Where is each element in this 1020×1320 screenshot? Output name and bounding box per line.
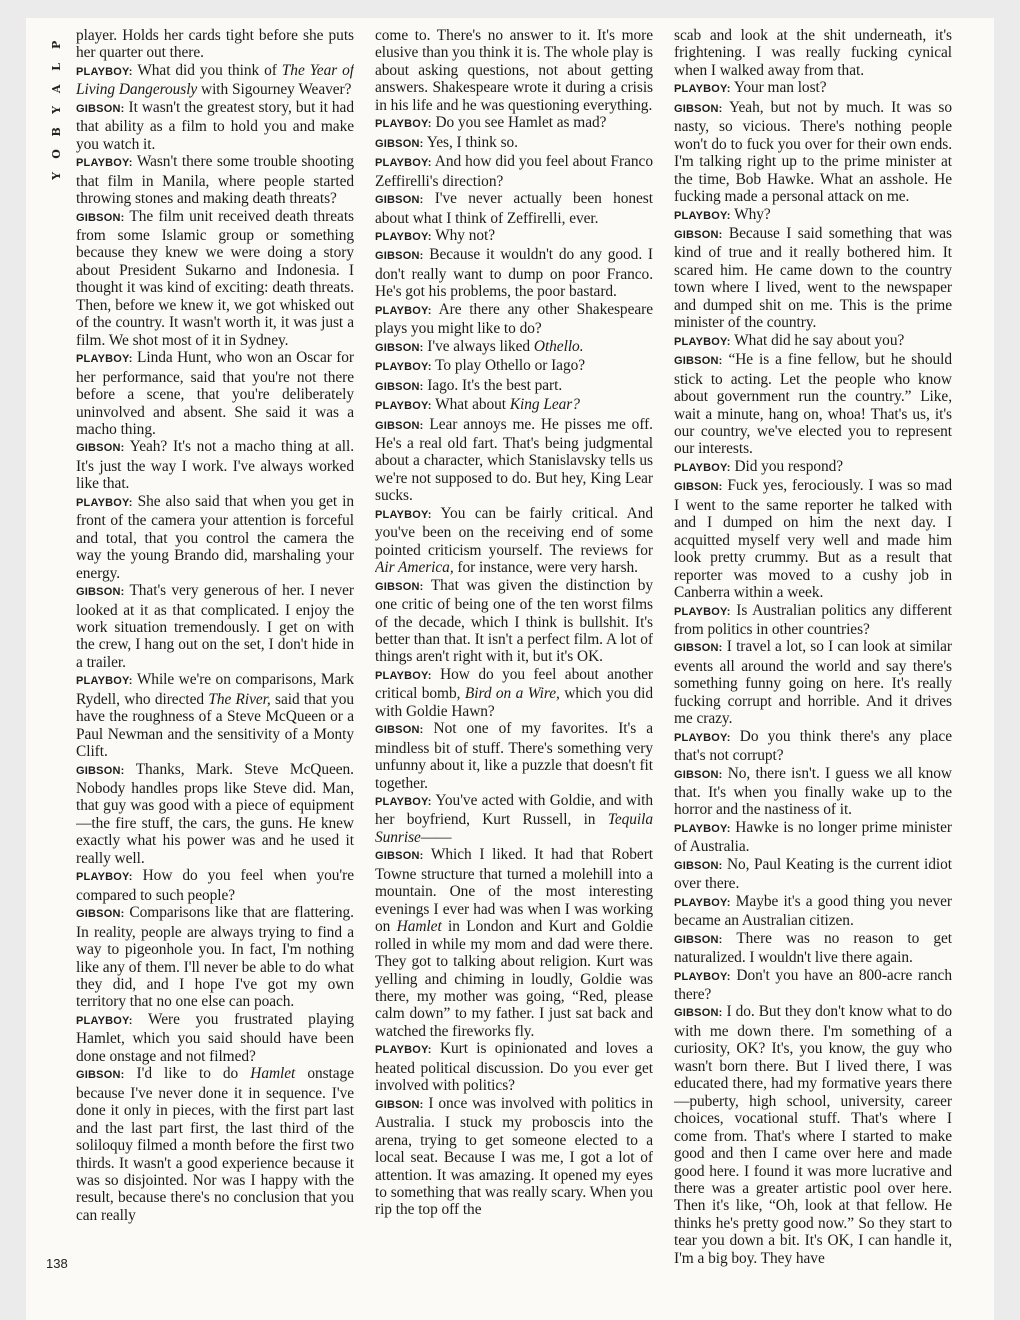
magazine-page bbox=[26, 18, 994, 1320]
speaker-label: PLAYBOY: bbox=[674, 970, 731, 983]
paragraph: PLAYBOY: How do you feel when you're compared to such people? bbox=[76, 867, 354, 904]
italic-title: Tequila Sunrise bbox=[375, 811, 653, 846]
text-column-3 bbox=[674, 27, 952, 1299]
paragraph: PLAYBOY: And how did you feel about Franco Zeffirelli's direction? bbox=[375, 153, 653, 190]
speaker-label: GIBSON: bbox=[375, 419, 424, 432]
italic-title: The Year of Living Dangerously bbox=[76, 61, 354, 99]
speaker-label: PLAYBOY: bbox=[76, 65, 133, 78]
speaker-label: GIBSON: bbox=[674, 642, 723, 655]
speaker-label: GIBSON: bbox=[76, 102, 125, 115]
paragraph: GIBSON: I've never actually been honest about what I think of Zeffirelli, ever. bbox=[375, 190, 653, 227]
paragraph: GIBSON: Thanks, Mark. Steve McQueen. Nobody handles props like Steve did. Man, that guy was good with a piece of equipment—the fire stuff, the cars, the guns. He knew exactly what his power was and he used it really well. bbox=[76, 760, 354, 867]
paragraph: PLAYBOY: How do you feel about another critical bomb, Bird on a Wire, which you did with Goldie Hawn? bbox=[375, 665, 653, 720]
paragraph: GIBSON: There was no reason to get naturalized. I wouldn't live there again. bbox=[674, 929, 952, 967]
paragraph: GIBSON: Yeah, but not by much. It was so nasty, so vicious. There's nothing people won't do to fuck you over for their own ends. I'm talking right up to the prime minister at the time, Bob Hawke. What an asshole. He fucking made a personal attack on me. bbox=[674, 98, 952, 206]
speaker-label: GIBSON: bbox=[76, 1069, 125, 1082]
paragraph: GIBSON: Comparisons like that are flattering. In reality, people are always trying to find a way to pigeonhole you. In fact, I'm nothing like any of them. I'll never be able to do what they did, and I hope I've got my own territory that no one else can poach. bbox=[76, 904, 354, 1011]
masthead-letter: Y bbox=[50, 106, 64, 115]
paragraph: GIBSON: Fuck yes, ferociously. I was so mad I went to the same reporter he talked with and I dumped on him the next day. I acquitted myself very well and made him look pretty crummy. But as a result that reporter was moved to a cushy job in Canberra within a week. bbox=[674, 477, 952, 602]
speaker-label: PLAYBOY: bbox=[375, 230, 432, 243]
italic-title: Hamlet bbox=[396, 918, 442, 936]
speaker-label: GIBSON: bbox=[375, 341, 424, 354]
paragraph: PLAYBOY: Do you see Hamlet as mad? bbox=[375, 114, 607, 132]
paragraph: PLAYBOY: To play Othello or Iago? bbox=[375, 357, 586, 375]
italic-title: The River, bbox=[208, 690, 271, 708]
paragraph: PLAYBOY: Your man lost? bbox=[674, 79, 827, 97]
paragraph: GIBSON: That was given the distinction by one critic of being one of the ten worst films of the decade, which I think is bullshit. It's better than that. It isn't a perfect film. A lot of things aren't right with it, but it's OK. bbox=[375, 576, 653, 666]
paragraph: GIBSON: “He is a fine fellow, but he should stick to acting. Let the people who know about government run the country.” Like, wait a minute, hang on, whoa! That's us, it's our country, we've elected you to represent our interests. bbox=[674, 351, 952, 458]
speaker-label: GIBSON: bbox=[674, 102, 723, 115]
speaker-label: GIBSON: bbox=[375, 380, 424, 393]
paragraph: PLAYBOY: Linda Hunt, who won an Oscar for her performance, said that you're not there before a scene, that you're deliberately uninvolved and absent. She said it was a macho thing. bbox=[76, 349, 354, 438]
paragraph: GIBSON: Because it wouldn't do any good. I don't really want to dump on poor Franco. He's got his problems, the poor bastard. bbox=[375, 246, 653, 301]
paragraph: PLAYBOY: Wasn't there some trouble shooting that film in Manila, where people started throwing stones and making death threats? bbox=[76, 153, 354, 208]
speaker-label: GIBSON: bbox=[76, 442, 125, 455]
italic-title: King Lear? bbox=[509, 396, 580, 414]
paragraph: player. Holds her cards tight before she puts her quarter out there. bbox=[76, 27, 354, 62]
paragraph: come to. There's no answer to it. It's more elusive than you think it is. The whole play is about asking questions, not about getting answers. Shakespeare wrote it during a crisis in his life and he was questioning everything. bbox=[375, 27, 653, 114]
speaker-label: PLAYBOY: bbox=[76, 871, 133, 884]
speaker-label: GIBSON: bbox=[674, 355, 723, 368]
speaker-label: PLAYBOY: bbox=[674, 209, 731, 222]
paragraph: GIBSON: I once was involved with politics in Australia. I stuck my proboscis into the arena, trying to get someone elected to a local seat. Because I was me, I got a lot of attention. It was amazing. It opened my eyes to something that was really scary. When you rip the top off the bbox=[375, 1094, 653, 1219]
speaker-label: GIBSON: bbox=[76, 764, 125, 777]
paragraph: GIBSON: The film unit received death threats from some Islamic group or something because they knew we were doing a story about President Sukarno and Indonesia. I thought it was kind of exciting: death threats. Then, before we knew it, we got whisked out of the country. It wasn't worth it, it was just a film. We shot most of it in Sydney. bbox=[76, 207, 354, 349]
speaker-label: GIBSON: bbox=[674, 859, 723, 872]
paragraph: PLAYBOY: She also said that when you get in front of the camera your attention is forceful and total, that you control the camera the way the young Brando did, marshaling your energy. bbox=[76, 492, 354, 582]
masthead bbox=[46, 34, 68, 187]
paragraph: GIBSON: Lear annoys me. He pisses me off. He's a real old fart. That's being judgmental about a character, which Stanislavsky tells us we're not supposed to do. But hey, King Lear sucks. bbox=[375, 415, 653, 505]
italic-title: Air America, bbox=[375, 559, 454, 577]
speaker-label: PLAYBOY: bbox=[674, 822, 731, 835]
speaker-label: PLAYBOY: bbox=[674, 335, 731, 348]
paragraph: GIBSON: Iago. It's the best part. bbox=[375, 376, 563, 394]
paragraph: GIBSON: Yeah? It's not a macho thing at all. It's just the way I work. I've always worked like that. bbox=[76, 438, 354, 493]
speaker-label: PLAYBOY: bbox=[674, 896, 731, 909]
paragraph: PLAYBOY: You can be fairly critical. And you've been on the receiving end of some pointed criticism yourself. The reviews for Air America, for instance, were very harsh. bbox=[375, 504, 653, 577]
paragraph: GIBSON: Because I said something that was kind of true and it really bothered him. It scared him. He came down to the country town where I lived, went to the newspaper and dumped shit on me. This is the prime minister of the country. bbox=[674, 224, 952, 332]
paragraph: PLAYBOY: Is Australian politics any different from politics in other countries? bbox=[674, 601, 952, 638]
masthead-letter: O bbox=[50, 149, 64, 159]
speaker-label: GIBSON: bbox=[674, 481, 723, 494]
speaker-label: GIBSON: bbox=[375, 580, 424, 593]
speaker-label: PLAYBOY: bbox=[674, 605, 731, 618]
paragraph: GIBSON: I do. But they don't know what to do with me down there. I'm something of a curiosity, OK? It's, you know, the guy who wasn't born there. But I lived there, I was educated there, had my formative years there—puberty, high school, university, career choices, vocational stuff. That's where I come from. That's where I started to make good and then I came over here and made good here. I found it was more lucrative and there was a greater artistic pool over here. Then it's like, “Oh, look at that fellow. He thinks he's pretty good now.” So they start to tear you down a bit. It's OK, I can handle it, I'm a big boy. They have bbox=[674, 1003, 952, 1267]
masthead-letter: B bbox=[50, 127, 64, 137]
speaker-label: PLAYBOY: bbox=[674, 83, 731, 96]
speaker-label: PLAYBOY: bbox=[375, 304, 432, 317]
speaker-label: GIBSON: bbox=[375, 137, 424, 150]
speaker-label: PLAYBOY: bbox=[375, 1044, 432, 1057]
speaker-label: PLAYBOY: bbox=[674, 731, 731, 744]
paragraph: PLAYBOY: Why? bbox=[674, 205, 771, 223]
speaker-label: GIBSON: bbox=[76, 586, 125, 599]
masthead-letter: A bbox=[50, 84, 64, 93]
speaker-label: GIBSON: bbox=[375, 194, 424, 207]
paragraph: GIBSON: I travel a lot, so I can look at similar events all around the world and say there's something funny going on here. It's really fucking corrupt and horrible. And it drives me crazy. bbox=[674, 638, 952, 728]
paragraph: GIBSON: I've always liked Othello. bbox=[375, 337, 584, 355]
paragraph: GIBSON: It wasn't the greatest story, but it had that ability as a film to hold you and make you watch it. bbox=[76, 98, 354, 153]
paragraph: PLAYBOY: What about King Lear? bbox=[375, 396, 580, 414]
paragraph: PLAYBOY: What did he say about you? bbox=[674, 331, 905, 349]
speaker-label: PLAYBOY: bbox=[375, 669, 432, 682]
paragraph: PLAYBOY: Do you think there's any place that's not corrupt? bbox=[674, 727, 952, 765]
text-column-1 bbox=[76, 27, 354, 1299]
italic-title: Othello. bbox=[533, 337, 584, 355]
paragraph: PLAYBOY: Hawke is no longer prime minister of Australia. bbox=[674, 818, 952, 856]
speaker-label: GIBSON: bbox=[375, 850, 424, 863]
speaker-label: PLAYBOY: bbox=[375, 400, 432, 413]
masthead-letter: Y bbox=[50, 171, 64, 180]
paragraph: PLAYBOY: Are there any other Shakespeare plays you might like to do? bbox=[375, 300, 653, 338]
paragraph: PLAYBOY: Did you respond? bbox=[674, 457, 844, 475]
speaker-label: GIBSON: bbox=[375, 250, 424, 263]
speaker-label: GIBSON: bbox=[375, 724, 424, 737]
paragraph: PLAYBOY: Why not? bbox=[375, 226, 496, 244]
paragraph: PLAYBOY: What did you think of The Year of Living Dangerously with Sigourney Weaver? bbox=[76, 61, 354, 99]
speaker-label: GIBSON: bbox=[674, 768, 723, 781]
paragraph: PLAYBOY: Kurt is opinionated and loves a heated political discussion. Do you ever get involved with politics? bbox=[375, 1040, 653, 1095]
paragraph: GIBSON: Yes, I think so. bbox=[375, 133, 518, 151]
speaker-label: GIBSON: bbox=[674, 933, 723, 946]
speaker-label: PLAYBOY: bbox=[76, 157, 133, 170]
speaker-label: PLAYBOY: bbox=[76, 496, 133, 509]
paragraph: GIBSON: Which I liked. It had that Robert Towne structure that turned a molehill into a mountain. One of the most interesting evenings I ever had was when I was working on Hamlet in London and Kurt and Goldie rolled in while my mom and dad were there. They got to talking about religion. Kurt was yelling and chiming in loudly, Goldie was there, my mother was going, “Red, please calm down” to my father. I just sat back and watched the fireworks fly. bbox=[375, 846, 653, 1040]
paragraph: GIBSON: Not one of my favorites. It's a mindless bit of stuff. There's something very unfunny about it, like a puzzle that doesn't fit together. bbox=[375, 720, 653, 792]
speaker-label: PLAYBOY: bbox=[674, 461, 731, 474]
paragraph: PLAYBOY: Don't you have an 800-acre ranch there? bbox=[674, 966, 952, 1004]
speaker-label: GIBSON: bbox=[674, 1007, 723, 1020]
paragraph: PLAYBOY: Were you frustrated playing Hamlet, which you said should have been done onstage and not filmed? bbox=[76, 1010, 354, 1065]
speaker-label: PLAYBOY: bbox=[76, 1014, 133, 1027]
speaker-label: PLAYBOY: bbox=[375, 796, 432, 809]
text-column-2 bbox=[375, 27, 653, 1299]
masthead-letter: P bbox=[50, 40, 64, 50]
speaker-label: GIBSON: bbox=[76, 908, 125, 921]
paragraph: PLAYBOY: While we're on comparisons, Mark Rydell, who directed The River, said that you have the roughness of a Steve McQueen or a Paul Newman and the sensitivity of a Monty Clift. bbox=[76, 671, 354, 761]
speaker-label: PLAYBOY: bbox=[375, 508, 432, 521]
speaker-label: PLAYBOY: bbox=[375, 118, 432, 131]
speaker-label: GIBSON: bbox=[674, 228, 723, 241]
paragraph: PLAYBOY: Maybe it's a good thing you never became an Australian citizen. bbox=[674, 892, 952, 930]
paragraph: GIBSON: No, Paul Keating is the current idiot over there. bbox=[674, 855, 952, 893]
masthead-letter: L bbox=[50, 62, 64, 71]
speaker-label: PLAYBOY: bbox=[375, 361, 432, 374]
italic-title: Hamlet bbox=[250, 1065, 296, 1083]
paragraph: GIBSON: That's very generous of her. I never looked at it as that complicated. I enjoy the work situation tremendously. I get on with the crew, I hang out on the set, I don't hide in a trailer. bbox=[76, 582, 354, 671]
speaker-label: GIBSON: bbox=[76, 211, 125, 224]
speaker-label: PLAYBOY: bbox=[76, 675, 133, 688]
speaker-label: PLAYBOY: bbox=[76, 353, 133, 366]
paragraph: GIBSON: No, there isn't. I guess we all know that. It's when you finally wake up to the horror and the nastiness of it. bbox=[674, 764, 952, 819]
paragraph: GIBSON: I'd like to do Hamlet onstage because I've never done it in sequence. I've done it only in pieces, with the first part last and the last part first, the last third of the soliloquy filmed a month before the first two thirds. It wasn't a good experience because it was so disjointed. Nor was I happy with the result, because there's no conclusion that you can really bbox=[76, 1065, 354, 1224]
speaker-label: GIBSON: bbox=[375, 1098, 424, 1111]
paragraph: PLAYBOY: You've acted with Goldie, and with her boyfriend, Kurt Russell, in Tequila Sunrise—— bbox=[375, 792, 653, 846]
italic-title: Bird on a Wire, bbox=[464, 685, 560, 703]
paragraph: scab and look at the shit underneath, it's frightening. I was really fucking cynical when I walked away from that. bbox=[674, 27, 952, 79]
speaker-label: PLAYBOY: bbox=[375, 157, 432, 170]
page-number: 138 bbox=[46, 1256, 68, 1271]
